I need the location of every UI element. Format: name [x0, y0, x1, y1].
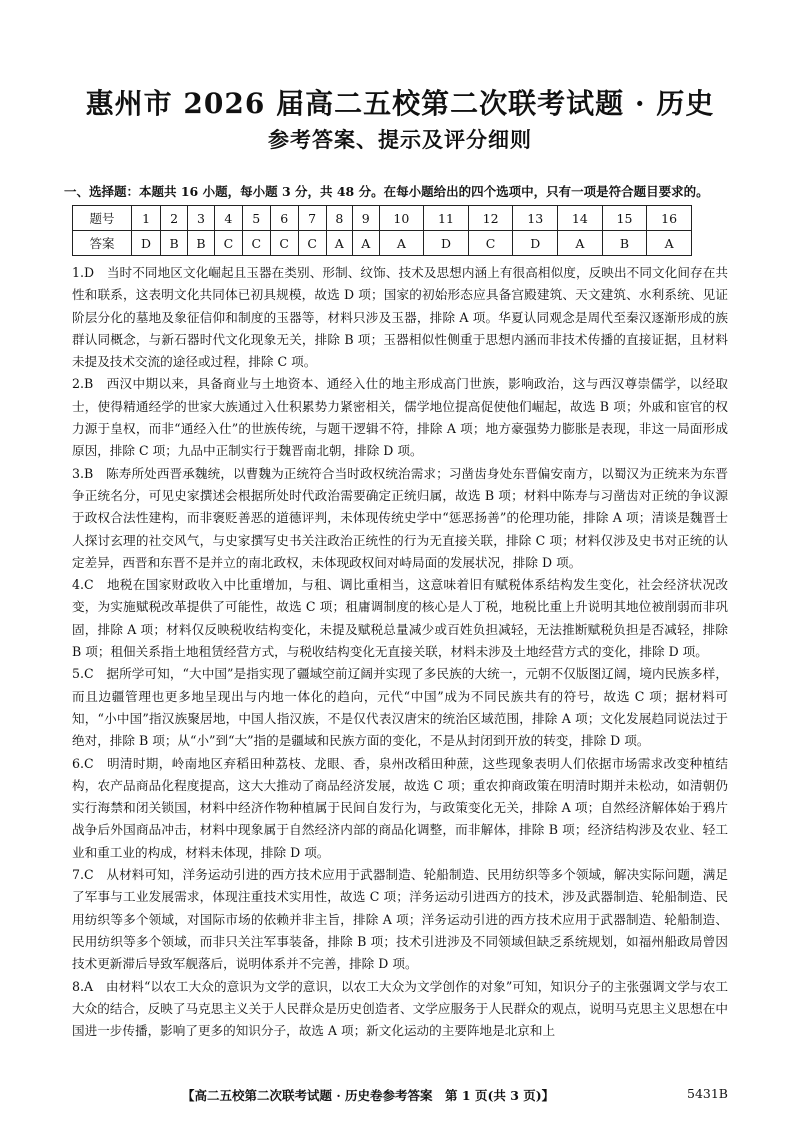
answer-cell: C — [242, 231, 270, 256]
question-number: 12 — [468, 206, 513, 231]
explanation-item-7: 7.C 从材料可知，洋务运动引进的西方技术应用于武器制造、轮船制造、民用纺织等多个领域，解决实际问题，满足了军事与工业发展需求，体现注重技术实用性，故选 C 项；洋务运动引进西方的技术，涉及武器制造、轮船制造、民用纺织等多个领域，对国际市场的依赖并非主旨，排除 A 项；洋务运动引进的西方技术应用于武器制造、轮船制造、民用纺织等多个领域，而非只关注军事装备，排除 B 项；技术引进涉及不同领域但缺乏系统规划，如福州船政局曾因技术更新滞后导致军舰落后，说明体系并不完善，排除 D 项。 — [72, 867, 728, 972]
answer-cell: C — [298, 231, 326, 256]
question-number: 13 — [513, 206, 558, 231]
row-label-number: 题号 — [73, 206, 132, 231]
explanation-item-5: 5.C 据所学可知，“大中国”是指实现了疆域空前辽阔并实现了多民族的大统一，元朝不仅版图辽阔，境内民族多样，而且边疆管理也更多地呈现出与内地一体化的趋向，元代“中国”成为不同民族共有的符号，故选 C 项；据材料可知，“小中国”指汉族聚居地，中国人指汉族，不是仅代表汉唐宋的统治区域范围，排除 A 项；文化发展趋同说法过于绝对，排除 B 项；从“小”到“大”指的是疆域和民族方面的变化，不是从封闭到开放的转变，排除 D 项。 — [72, 666, 728, 749]
answer-cell: D — [424, 231, 469, 256]
section-heading: 一、选择题：本题共 16 小题，每小题 3 分，共 48 分。在每小题给出的四个选项中，只有一项是符合题目要求的。 — [64, 184, 709, 199]
question-number: 15 — [602, 206, 647, 231]
question-number: 2 — [161, 206, 188, 231]
explanation-item-2: 2.B 西汉中期以来，具备商业与土地资本、通经入仕的地主形成高门世族，影响政治，这与西汉尊崇儒学，以经取士，使得精通经学的世家大族通过入仕积累势力紧密相关，儒学地位提高促使他们崛起，故选 B 项；外戚和宦官的权力源于皇权，而非“通经入仕”的世族传统，与题干逻辑不符，排除 A 项；地方豪强势力膨胀是表现，非这一局面形成原因，排除 C 项；九品中正制实行于魏晋南北朝，排除 D 项。 — [72, 376, 728, 459]
page-subtitle: 参考答案、提示及评分细则 — [268, 127, 532, 152]
answer-table — [72, 205, 692, 256]
answer-cell: A — [647, 231, 692, 256]
answer-cell: C — [468, 231, 513, 256]
question-number: 10 — [379, 206, 424, 231]
answer-cell: A — [558, 231, 603, 256]
explanation-item-4: 4.C 地税在国家财政收入中比重增加，与租、调比重相当，这意味着旧有赋税体系结构发生变化，社会经济状况改变，为实施赋税改革提供了可能性，故选 C 项；租庸调制度的核心是人丁税，地税比重上升说明其地位被削弱而非巩固，排除 A 项；材料仅反映税收结构变化，未提及赋税总量减少或百姓负担减轻，无法推断赋税负担是否减轻，排除 B 项；租佃关系指土地租赁经营方式，与税收结构变化无直接关联，材料未涉及土地经营方式的变化，排除 D 项。 — [72, 577, 728, 660]
answer-cell: B — [188, 231, 215, 256]
question-number: 1 — [132, 206, 161, 231]
explanation-list — [72, 262, 728, 1042]
footer-code: 5431B — [687, 1086, 728, 1101]
answer-cell: A — [353, 231, 379, 256]
page-title: 惠州市 2026 届高二五校第二次联考试题 · 历史 — [85, 87, 715, 120]
answer-cell: C — [214, 231, 242, 256]
question-number: 8 — [326, 206, 352, 231]
answer-cell: A — [326, 231, 352, 256]
question-number: 6 — [270, 206, 298, 231]
answer-cell: B — [161, 231, 188, 256]
question-number: 14 — [558, 206, 603, 231]
question-number-row — [73, 206, 692, 231]
answer-cell: D — [513, 231, 558, 256]
explanation-item-3: 3.B 陈寿所处西晋承魏统，以曹魏为正统符合当时政权统治需求；习凿齿身处东晋偏安南方，以蜀汉为正统来为东晋争正统名分，可见史家撰述会根据所处时代政治需要确定正统归属，故选 B 项；材料中陈寿与习凿齿对正统的争议源于政权合法性建构，而非褒贬善恶的道德评判，未体现传统史学中“惩恶扬善”的伦理功能，排除 A 项；清谈是魏晋士人探讨玄理的社交风气，与史家撰写史书关注政治正统性的行为无直接关联，排除 C 项；材料仅涉及史书对正统的认定差异，西晋和东晋不是并立的南北政权，未体现政权间对峙局面的发展状况，排除 D 项。 — [72, 465, 728, 570]
explanation-item-6: 6.C 明清时期，岭南地区弃稻田种荔枝、龙眼、香，泉州改稻田种蔗，这些现象表明人们依据市场需求改变种植结构，农产品商品化程度提高，这大大推动了商品经济发展，故选 C 项；重农抑商政策在明清时期并未松动，如清朝仍实行海禁和闭关锁国，材料中经济作物种植属于民间自发行为，与政策变化无关，排除 A 项；自然经济解体始于鸦片战争后外国商品冲击，材料中现象属于自然经济内部的商品化调整，而非解体，排除 B 项；经济结构涉及农业、轻工业和重工业的构成，材料未体现，排除 D 项。 — [72, 755, 728, 860]
page-footer — [72, 1086, 728, 1106]
answer-cell: A — [379, 231, 424, 256]
explanation-item-1: 1.D 当时不同地区文化崛起且玉器在类别、形制、纹饰、技术及思想内涵上有很高相似度，反映出不同文化间存在共性和联系，这表明文化共同体已初具规模，故选 D 项；国家的初始形态应具备宫殿建筑、天文建筑、水利系统、见证阶层分化的墓地及象征信仰和制度的玉器等，材料只涉及玉器，排除 A 项。华夏认同观念是周代至秦汉逐渐形成的族群认同概念，与新石器时代文化现象无关，排除 B 项；玉器相似性侧重于思想内涵而非技术传播的直接证据，且材料未提及技术交流的途径或过程，排除 C 项。 — [72, 265, 728, 370]
question-number: 7 — [298, 206, 326, 231]
footer-text: 【高二五校第二次联考试题 · 历史卷参考答案 第 1 页(共 3 页)】 — [182, 1088, 555, 1103]
question-number: 4 — [214, 206, 242, 231]
question-number: 16 — [647, 206, 692, 231]
question-number: 3 — [188, 206, 215, 231]
question-number: 5 — [242, 206, 270, 231]
question-number: 9 — [353, 206, 379, 231]
answer-cell: D — [132, 231, 161, 256]
answer-row — [73, 231, 692, 256]
explanation-item-8: 8.A 由材料“以农工大众的意识为文学的意识，以农工大众为文学创作的对象”可知，知识分子的主张强调文学与农工大众的结合，反映了马克思主义关于人民群众是历史创造者、文学应服务于人民群众的观点，说明马克思主义思想在中国进一步传播，影响了更多的知识分子，故选 A 项；新文化运动的主要阵地是北京和上 — [72, 978, 728, 1039]
row-label-answer: 答案 — [73, 231, 132, 256]
question-number: 11 — [424, 206, 469, 231]
answer-cell: C — [270, 231, 298, 256]
answer-cell: B — [602, 231, 647, 256]
